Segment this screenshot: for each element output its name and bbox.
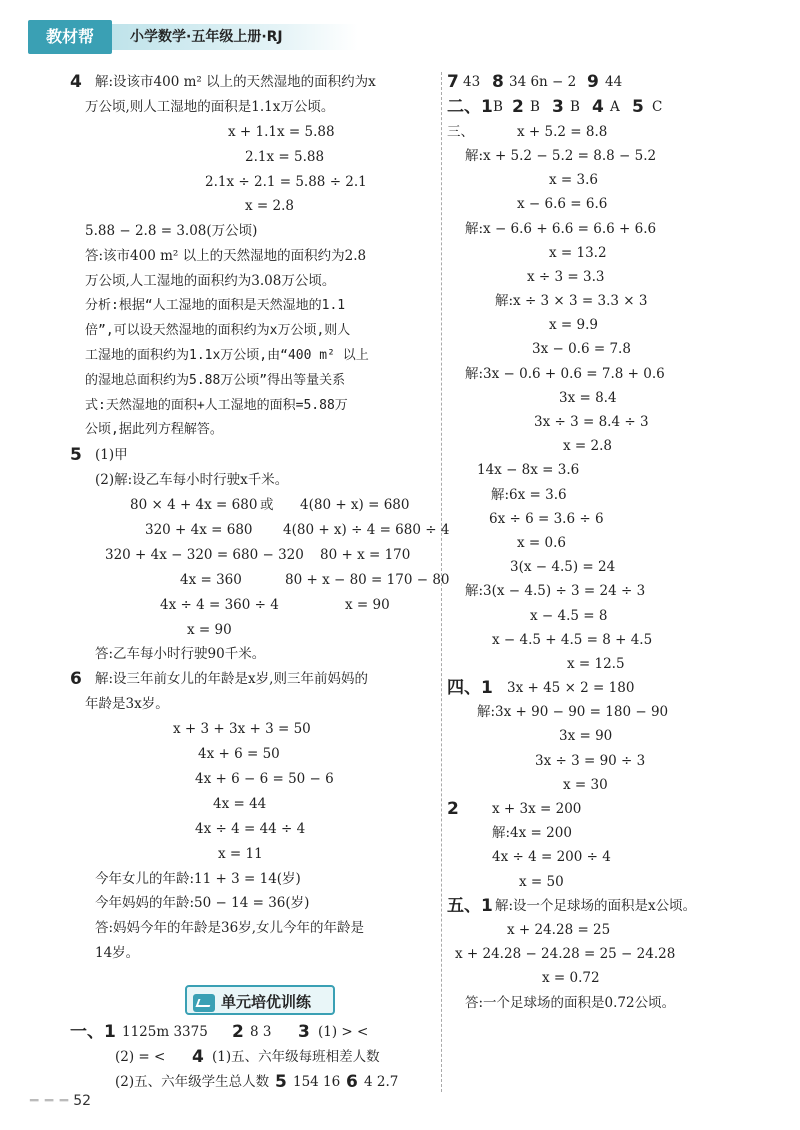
equation: 320 + 4x = 680 [145, 522, 253, 539]
section-label: 二、1 [447, 96, 493, 117]
equation-line [447, 870, 787, 894]
equation: 3x + 45 × 2 = 180 [507, 680, 635, 697]
equation: 解:4x = 200 [492, 825, 572, 842]
answer-text: 34 6n − 2 [509, 74, 577, 90]
equation: 4(80 + x) = 680 [300, 497, 410, 514]
equation-line [447, 410, 787, 434]
equation-line [85, 593, 435, 618]
question-number: 7 [447, 72, 459, 92]
equation: x − 6.6 = 6.6 [517, 196, 608, 213]
equation-line [85, 742, 435, 767]
question-number: 3 [552, 96, 564, 117]
question-number: 2 [512, 96, 524, 117]
equation-line [447, 966, 787, 990]
brand-label: 教材帮 [28, 20, 112, 54]
question-number: 4 [192, 1046, 204, 1067]
or-label: 或 [260, 497, 274, 514]
equation: 14x − 8x = 3.6 [477, 462, 580, 479]
equation-line [447, 434, 787, 458]
equation-line [85, 120, 435, 145]
equation-line [85, 543, 435, 568]
question-number: 2 [447, 799, 459, 820]
equation-line [447, 749, 787, 773]
section-label: 五、1 [447, 895, 493, 916]
equation: 80 × 4 + 4x = 680 [130, 497, 258, 514]
answer-text: (2)解:设乙车每小时行驶x千米。 [95, 472, 289, 489]
analysis-text: 式:天然湿地的面积+人工湿地的面积=5.88万 [85, 397, 348, 413]
equation-line [447, 217, 787, 241]
trend-chart-icon [193, 994, 215, 1012]
answer-text: 年龄是3x岁。 [85, 696, 169, 713]
equation-line [447, 555, 787, 579]
equation-line [85, 792, 435, 817]
equation: x = 0.72 [542, 970, 600, 987]
equation: 4x ÷ 4 = 360 ÷ 4 [160, 596, 279, 613]
equation: 解:x − 6.6 + 6.6 = 6.6 + 6.6 [465, 220, 657, 237]
equation-line [447, 797, 787, 821]
equation-line [447, 652, 787, 676]
answer-text: (2) = < [115, 1048, 166, 1065]
page-header [28, 20, 358, 54]
page-number [30, 1093, 91, 1109]
equation: 2.1x = 5.88 [245, 148, 325, 165]
answer-line [447, 894, 787, 918]
answer-line [85, 867, 435, 892]
equation: x + 1.1x = 5.88 [228, 123, 335, 140]
equation: 4x + 6 = 50 [198, 746, 280, 763]
analysis-text: 的湿地总面积约为5.88万公顷”得出等量关系 [85, 372, 346, 388]
equation-line [447, 531, 787, 555]
equation: x = 11 [218, 845, 263, 862]
equation: 4x ÷ 4 = 44 ÷ 4 [195, 820, 306, 837]
answer-text: 万公顷,则人工湿地的面积是1.1x万公顷。 [85, 98, 335, 115]
equation: x = 90 [345, 596, 390, 613]
equation: x + 24.28 − 24.28 = 25 − 24.28 [455, 946, 676, 963]
answer-line [85, 95, 435, 120]
answer-line [85, 244, 435, 269]
answer-text: B [530, 98, 540, 115]
equation-line [447, 604, 787, 628]
equation: 2.1x ÷ 2.1 = 5.88 ÷ 2.1 [205, 173, 367, 190]
equation-line [85, 493, 435, 518]
section-one-block [70, 1020, 435, 1095]
answer-line [70, 667, 435, 692]
answer-text: 44 [605, 74, 623, 90]
answer-line [70, 70, 435, 95]
question-number: 5 [70, 445, 82, 466]
equation: 6x ÷ 6 = 3.6 ÷ 6 [489, 510, 604, 527]
equation: 3x ÷ 3 = 90 ÷ 3 [535, 752, 646, 769]
answer-line [447, 95, 787, 120]
answer-line [85, 269, 435, 294]
section-label: 三、 [447, 123, 474, 140]
answer-text: 154 16 [293, 1073, 341, 1090]
equation-line [447, 942, 787, 966]
equation: x = 30 [563, 776, 608, 793]
equation: 解:6x = 3.6 [491, 486, 567, 503]
answer-text: B [570, 98, 580, 115]
equation: x = 50 [519, 873, 564, 890]
equation: x = 2.8 [245, 198, 294, 215]
question-number: 4 [592, 96, 604, 117]
equation: x + 3x = 200 [492, 801, 582, 818]
equation-line [447, 918, 787, 942]
answer-text: 解:设三年前女儿的年龄是x岁,则三年前妈妈的 [95, 671, 368, 688]
question-number: 5 [275, 1071, 287, 1092]
equation-line [447, 289, 787, 313]
analysis-line [85, 294, 435, 319]
answer-text: C [652, 98, 663, 115]
question-number: 6 [70, 669, 82, 690]
analysis-line [85, 418, 435, 443]
equation: 5.88 − 2.8 = 3.08(万公顷) [85, 223, 258, 240]
equation-line [85, 219, 435, 244]
equation: 解:x + 5.2 − 5.2 = 8.8 − 5.2 [465, 147, 657, 164]
equation-line [447, 241, 787, 265]
equation-line [447, 773, 787, 797]
equation-line [447, 386, 787, 410]
answer-text: 万公顷,人工湿地的面积约为3.08万公顷。 [85, 273, 336, 290]
equation-line [447, 724, 787, 748]
left-column [70, 70, 450, 966]
answer-text: 1125m 3375 [122, 1024, 208, 1040]
unit-title-text: 单元培优训练 [221, 993, 312, 1011]
equation: 解:x ÷ 3 × 3 = 3.3 × 3 [495, 293, 648, 310]
answer-text: 14岁。 [95, 945, 140, 962]
book-title: 小学数学·五年级上册·RJ [112, 24, 358, 50]
equation: 4x ÷ 4 = 200 ÷ 4 [492, 849, 611, 866]
analysis-text: 工湿地的面积约为1.1x万公顷,由“400 m² 以上 [85, 347, 369, 363]
equation: x − 4.5 + 4.5 = 8 + 4.5 [492, 631, 653, 648]
equation-line [447, 628, 787, 652]
analysis-text: 分析:根据“人工湿地的面积是天然湿地的1.1 [85, 298, 346, 314]
answer-text: A [610, 98, 620, 115]
section-label: 四、1 [447, 678, 493, 699]
equation-line [447, 676, 787, 700]
equation-line [447, 313, 787, 337]
equation-line [447, 700, 787, 724]
answer-line [85, 941, 435, 966]
analysis-text: 公顷,据此列方程解答。 [85, 422, 223, 438]
equation-line [447, 192, 787, 216]
equation: x = 90 [187, 621, 232, 638]
answer-line [447, 991, 787, 1015]
answer-text: 43 [463, 74, 481, 90]
equation: x = 13.2 [549, 244, 607, 261]
answer-text: (1)甲 [95, 447, 128, 464]
equation-line [447, 144, 787, 168]
equation-line [85, 817, 435, 842]
equation-line [85, 767, 435, 792]
page-number-dots: ━ ━ ━ [30, 1093, 70, 1109]
question-number: 4 [70, 72, 82, 92]
equation: 3x ÷ 3 = 8.4 ÷ 3 [534, 414, 649, 431]
question-number: 8 [492, 72, 504, 92]
question-number: 6 [346, 1071, 358, 1092]
equation-line [447, 845, 787, 869]
equation: x = 3.6 [549, 172, 598, 189]
analysis-text: 倍”,可以设天然湿地的面积约为x万公顷,则人 [85, 322, 351, 338]
answer-line [85, 916, 435, 941]
right-column [447, 70, 787, 1015]
answer-text: 4 2.7 [364, 1073, 399, 1090]
answer-line [70, 1070, 435, 1095]
answer-text: 8 3 [250, 1024, 272, 1040]
equation: x = 0.6 [517, 534, 566, 551]
equation: 4x = 44 [213, 795, 267, 812]
equation-line [447, 265, 787, 289]
equation: 80 + x − 80 = 170 − 80 [285, 571, 450, 588]
equation: 4x = 360 [180, 571, 242, 588]
answer-line [85, 468, 435, 493]
equation: 解:3x + 90 − 90 = 180 − 90 [477, 704, 669, 721]
answer-text: 今年女儿的年龄:11 + 3 = 14(岁) [95, 870, 301, 887]
answer-text: 解:设该市400 m² 以上的天然湿地的面积约为x [95, 74, 376, 90]
answer-text: 答:妈妈今年的年龄是36岁,女儿今年的年龄是 [95, 920, 365, 937]
equation: 3(x − 4.5) = 24 [510, 559, 616, 576]
answer-line [447, 70, 787, 95]
answer-text: (1)五、六年级每班相差人数 [212, 1048, 380, 1065]
section-label: 一、1 [70, 1022, 116, 1042]
equation: 3x − 0.6 = 7.8 [532, 341, 631, 358]
question-number: 5 [632, 96, 644, 117]
answer-text: 答:一个足球场的面积是0.72公顷。 [465, 994, 676, 1011]
analysis-line [85, 369, 435, 394]
equation-line [85, 194, 435, 219]
equation-line [447, 483, 787, 507]
answer-text: (2)五、六年级学生总人数 [115, 1073, 270, 1090]
equation-line [85, 842, 435, 867]
unit-section-title [185, 985, 335, 1015]
equation: 320 + 4x − 320 = 680 − 320 [105, 546, 304, 563]
answer-line [70, 443, 435, 468]
answer-text: (1) > < [318, 1024, 369, 1040]
equation-line [85, 568, 450, 593]
answer-text: 答:乙车每小时行驶90千米。 [95, 646, 266, 663]
equation-line [447, 579, 787, 603]
question-number: 2 [232, 1022, 244, 1042]
question-number: 9 [587, 72, 599, 92]
answer-line [85, 891, 435, 916]
equation: 3x = 8.4 [559, 389, 617, 406]
question-number: 3 [298, 1022, 310, 1042]
equation: x − 4.5 = 8 [530, 607, 608, 624]
equation-line [447, 507, 787, 531]
answer-text: 解:设一个足球场的面积是x公顷。 [495, 897, 697, 914]
equation-line [447, 120, 787, 144]
equation-line [447, 821, 787, 845]
equation: 3x = 90 [559, 728, 613, 745]
equation-line [85, 170, 435, 195]
answer-line [85, 642, 435, 667]
equation: 4(80 + x) ÷ 4 = 680 ÷ 4 [283, 522, 450, 539]
equation: x = 2.8 [563, 438, 612, 455]
analysis-line [85, 394, 435, 419]
answer-text: B [493, 98, 503, 115]
answer-line [70, 1045, 435, 1070]
page-number-text: 52 [73, 1093, 92, 1109]
equation: x = 9.9 [549, 317, 598, 334]
equation: 4x + 6 − 6 = 50 − 6 [195, 770, 334, 787]
answer-line [70, 1020, 435, 1045]
equation-line [447, 337, 787, 361]
equation: x + 5.2 = 8.8 [517, 123, 608, 140]
analysis-line [85, 344, 435, 369]
equation: x = 12.5 [567, 655, 625, 672]
equation: x + 24.28 = 25 [507, 921, 611, 938]
equation-line [447, 362, 787, 386]
equation-line [85, 518, 450, 543]
analysis-line [85, 319, 435, 344]
answer-line [85, 692, 435, 717]
equation: x + 3 + 3x + 3 = 50 [173, 721, 311, 738]
equation: x ÷ 3 = 3.3 [527, 268, 605, 285]
equation-line [85, 145, 435, 170]
equation: 80 + x = 170 [320, 546, 411, 563]
answer-text: 今年妈妈的年龄:50 − 14 = 36(岁) [95, 895, 310, 912]
equation-line [447, 168, 787, 192]
equation-line [447, 458, 787, 482]
equation: 解:3(x − 4.5) ÷ 3 = 24 ÷ 3 [465, 583, 646, 600]
equation-line [85, 717, 435, 742]
answer-text: 答:该市400 m² 以上的天然湿地的面积约为2.8 [85, 248, 367, 265]
equation: 解:3x − 0.6 + 0.6 = 7.8 + 0.6 [465, 365, 665, 382]
equation-line [85, 618, 435, 643]
